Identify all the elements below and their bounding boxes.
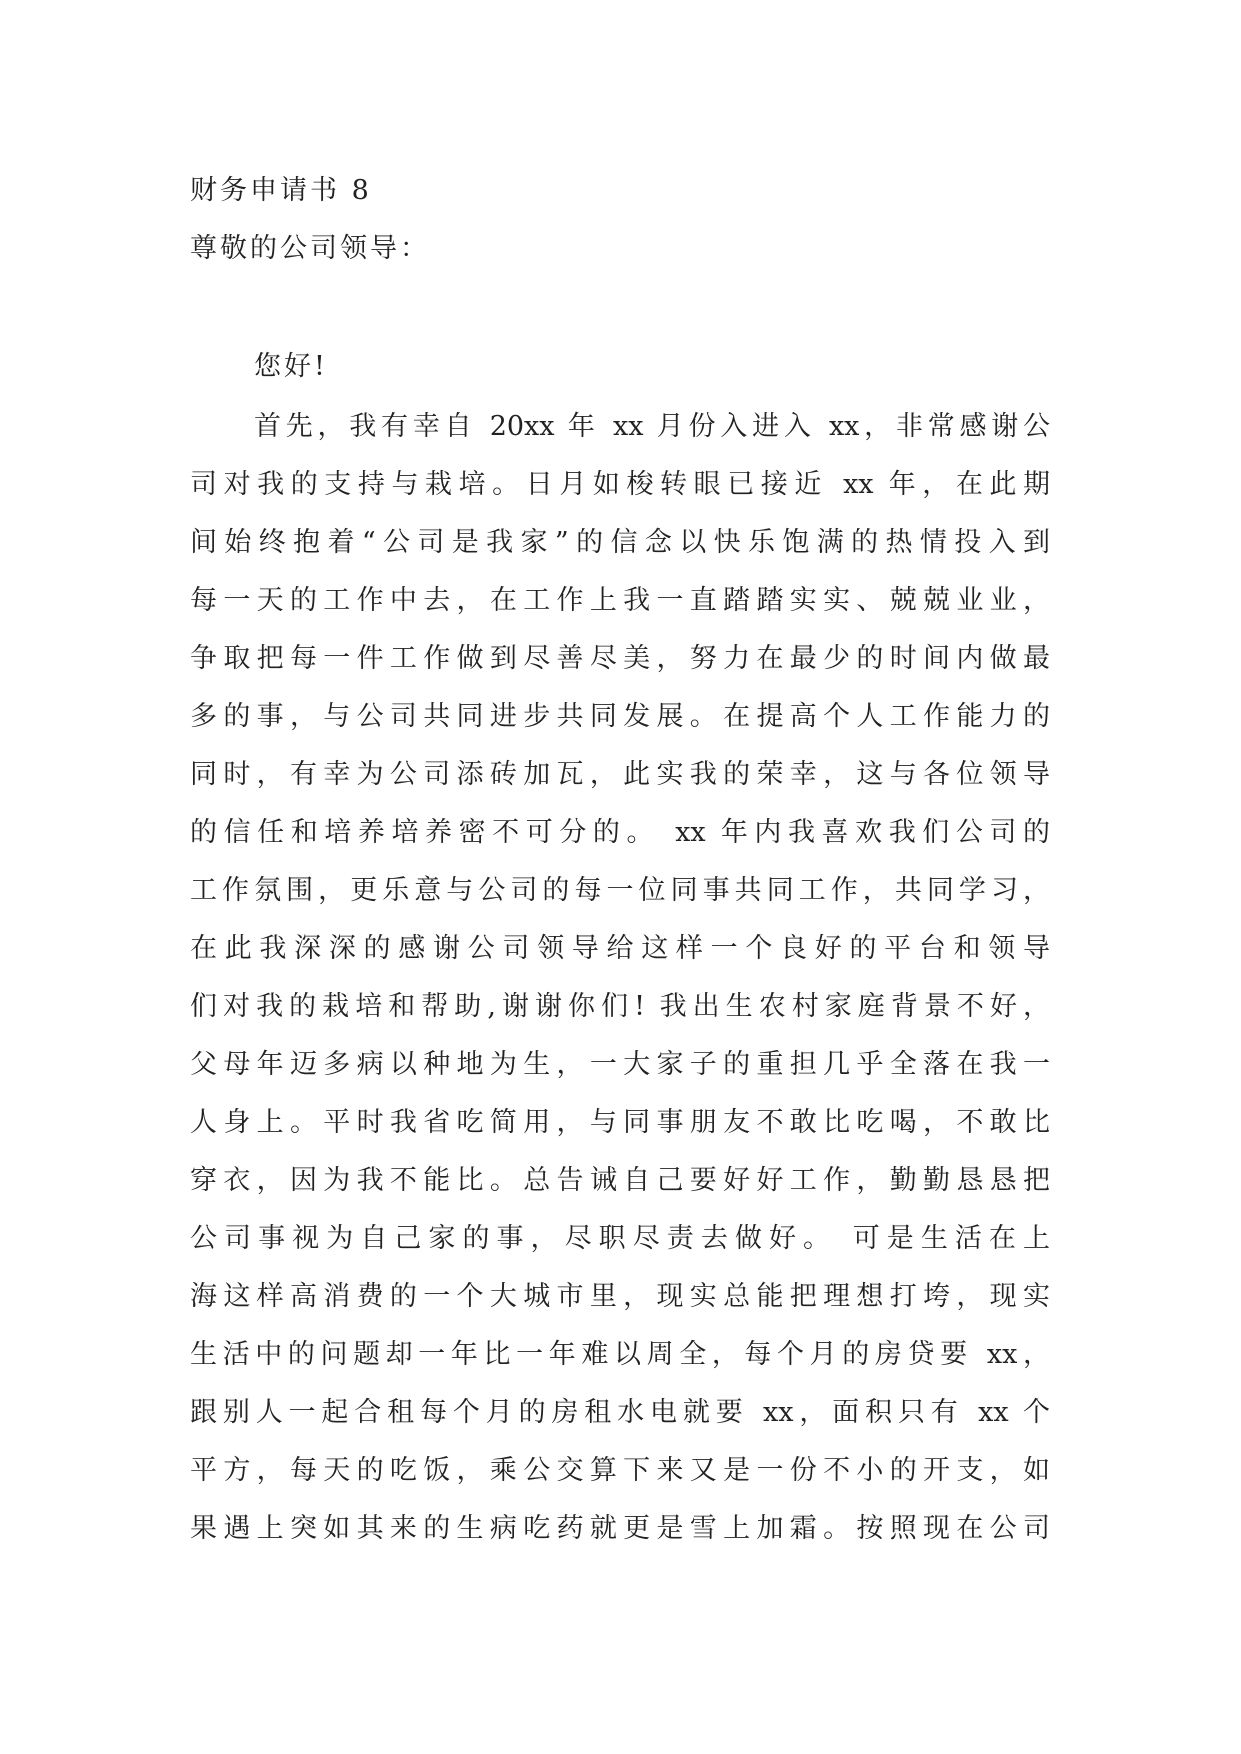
body-line: 每一天的工作中去，在工作上我一直踏踏实实、兢兢业业，: [190, 585, 1050, 616]
body-line: 海这样高消费的一个大城市里，现实总能把理想打垮，现实: [190, 1281, 1050, 1312]
body-line: 跟别人一起合租每个月的房租水电就要 xx，面积只有 xx 个: [190, 1397, 1050, 1428]
body-line: 工作氛围，更乐意与公司的每一位同事共同工作，共同学习，: [190, 875, 1050, 906]
body-line: 间始终抱着“公司是我家”的信念以快乐饱满的热情投入到: [190, 527, 1050, 558]
body-line: 父母年迈多病以种地为生，一大家子的重担几乎全落在我一: [190, 1049, 1050, 1080]
body-line: 穿衣，因为我不能比。总告诫自己要好好工作，勤勤恳恳把: [190, 1165, 1050, 1196]
body-line: 平方，每天的吃饭，乘公交算下来又是一份不小的开支，如: [190, 1455, 1050, 1486]
body-line: 在此我深深的感谢公司领导给这样一个良好的平台和领导: [190, 933, 1050, 964]
body-line: 多的事，与公司共同进步共同发展。在提高个人工作能力的: [190, 701, 1050, 732]
body-line: 首先，我有幸自 20xx 年 xx 月份入进入 xx，非常感谢公: [254, 411, 1050, 442]
body-line: 们对我的栽培和帮助,谢谢你们! 我出生农村家庭背景不好，: [190, 991, 1050, 1022]
document-title: 财务申请书 8: [190, 175, 372, 206]
body-line: 同时，有幸为公司添砖加瓦，此实我的荣幸，这与各位领导: [190, 759, 1050, 790]
body-line: 果遇上突如其来的生病吃药就更是雪上加霜。按照现在公司: [190, 1513, 1050, 1544]
body-line: 公司事视为自己家的事，尽职尽责去做好。 可是生活在上: [190, 1223, 1050, 1254]
body-line: 人身上。平时我省吃简用，与同事朋友不敢比吃喝，不敢比: [190, 1107, 1050, 1138]
body-line: 的信任和培养培养密不可分的。 xx 年内我喜欢我们公司的: [190, 817, 1050, 848]
salutation: 尊敬的公司领导：: [190, 233, 430, 264]
greeting: 您好!: [254, 351, 328, 382]
body-line: 争取把每一件工作做到尽善尽美，努力在最少的时间内做最: [190, 643, 1050, 674]
body-paragraph: [190, 398, 1050, 1558]
body-line: 司对我的支持与栽培。日月如梭转眼已接近 xx 年，在此期: [190, 469, 1050, 500]
body-line: 生活中的问题却一年比一年难以周全，每个月的房贷要 xx，: [190, 1339, 1050, 1370]
